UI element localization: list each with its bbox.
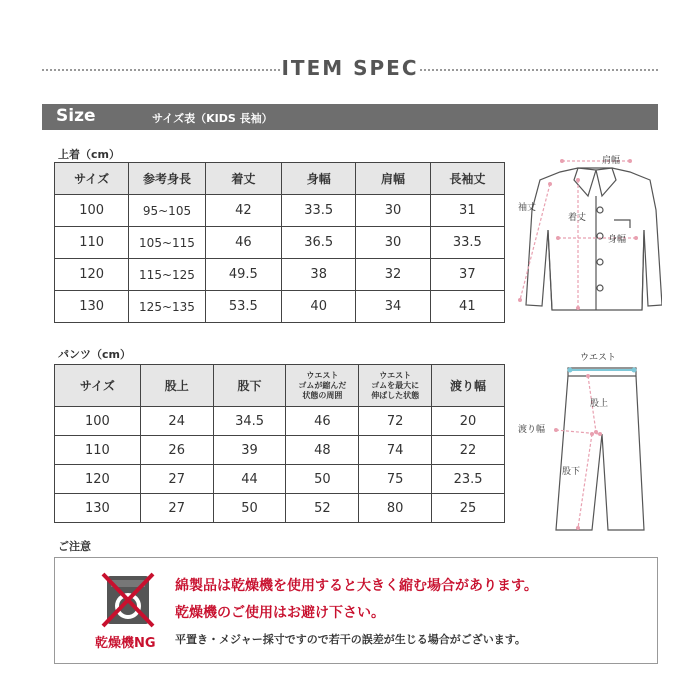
table-cell: 30 (356, 227, 430, 259)
table-cell: 80 (359, 494, 432, 523)
shoulder-label: 肩幅 (602, 155, 621, 165)
table-cell: 40 (282, 291, 356, 323)
pants-outline-icon (556, 368, 644, 530)
column-header: サイズ (55, 163, 129, 195)
column-header: 股下 (213, 365, 286, 407)
table-cell: 49.5 (205, 259, 281, 291)
table-row (55, 465, 505, 494)
table-cell: 46 (286, 407, 359, 436)
table-row (55, 436, 505, 465)
column-header: 股上 (140, 365, 213, 407)
top-size-table (54, 162, 505, 323)
table-cell: 74 (359, 436, 432, 465)
header-divider-right (420, 69, 658, 71)
size-bar-label: Size (56, 106, 96, 126)
table-cell: 130 (55, 494, 141, 523)
column-header: 長袖丈 (430, 163, 504, 195)
table-cell: 95~105 (129, 195, 205, 227)
table-row (55, 494, 505, 523)
no-dryer-icon (101, 572, 155, 628)
table-cell: 20 (432, 407, 505, 436)
table-cell: 36.5 (282, 227, 356, 259)
waist-label: ウエスト (580, 352, 617, 362)
table-cell: 33.5 (282, 195, 356, 227)
notice-line-3: 平置き・メジャー採寸ですので若干の誤差が生じる場合がございます。 (175, 633, 526, 646)
page-title: ITEM SPEC (281, 56, 419, 80)
table-cell: 34.5 (213, 407, 286, 436)
table-cell: 48 (286, 436, 359, 465)
pants-size-table (54, 364, 505, 523)
table-cell: 33.5 (430, 227, 504, 259)
sleeve-label: 袖丈 (518, 202, 537, 212)
length-label: 着丈 (568, 212, 587, 222)
table-cell: 42 (205, 195, 281, 227)
table-cell: 44 (213, 465, 286, 494)
table-cell: 75 (359, 465, 432, 494)
table-cell: 100 (55, 195, 129, 227)
column-header: 渡り幅 (432, 365, 505, 407)
table-row (55, 195, 505, 227)
table-cell: 32 (356, 259, 430, 291)
table-cell: 125~135 (129, 291, 205, 323)
table-cell: 50 (213, 494, 286, 523)
table-cell: 27 (140, 494, 213, 523)
column-header: 参考身長 (129, 163, 205, 195)
notice-box (54, 557, 658, 664)
shirt-outline-icon (526, 168, 662, 310)
dryer-ng-label: 乾燥機NG (95, 636, 156, 651)
table-cell: 24 (140, 407, 213, 436)
table-cell: 50 (286, 465, 359, 494)
table-cell: 100 (55, 407, 141, 436)
inseam-label: 股下 (562, 466, 581, 476)
table-cell: 30 (356, 195, 430, 227)
section-header (42, 52, 658, 86)
table-cell: 72 (359, 407, 432, 436)
size-bar-subtitle: サイズ表（KIDS 長袖） (152, 112, 273, 125)
table-row (55, 227, 505, 259)
shirt-diagram (512, 150, 662, 312)
column-header: サイズ (55, 365, 141, 407)
table-cell: 110 (55, 227, 129, 259)
column-header: 肩幅 (356, 163, 430, 195)
column-header: ウエスト ゴムが縮んだ 状態の周囲 (286, 365, 359, 407)
top-table-caption: 上着（cm） (58, 148, 120, 161)
table-cell: 41 (430, 291, 504, 323)
table-header-row (55, 365, 505, 407)
table-cell: 38 (282, 259, 356, 291)
table-cell: 39 (213, 436, 286, 465)
table-header-row (55, 163, 505, 195)
table-cell: 46 (205, 227, 281, 259)
rise-label: 股上 (590, 398, 609, 408)
notice-caption: ご注意 (58, 540, 91, 553)
table-cell: 37 (430, 259, 504, 291)
table-cell: 27 (140, 465, 213, 494)
pants-diagram (516, 346, 660, 532)
table-cell: 23.5 (432, 465, 505, 494)
table-row (55, 407, 505, 436)
pants-table-caption: パンツ（cm） (58, 348, 131, 361)
chest-label: 身幅 (608, 234, 627, 244)
thigh-label: 渡り幅 (518, 424, 546, 434)
table-cell: 115~125 (129, 259, 205, 291)
table-cell: 120 (55, 259, 129, 291)
table-cell: 25 (432, 494, 505, 523)
table-cell: 52 (286, 494, 359, 523)
table-cell: 105~115 (129, 227, 205, 259)
size-section-bar (42, 104, 658, 130)
notice-line-2: 乾燥機のご使用はお避け下さい。 (175, 605, 385, 621)
table-cell: 120 (55, 465, 141, 494)
column-header: ウエスト ゴムを最大に 伸ばした状態 (359, 365, 432, 407)
table-row (55, 291, 505, 323)
table-cell: 34 (356, 291, 430, 323)
table-cell: 31 (430, 195, 504, 227)
table-cell: 110 (55, 436, 141, 465)
table-cell: 53.5 (205, 291, 281, 323)
table-cell: 22 (432, 436, 505, 465)
column-header: 身幅 (282, 163, 356, 195)
notice-line-1: 綿製品は乾燥機を使用すると大きく縮む場合があります。 (175, 578, 538, 594)
table-cell: 26 (140, 436, 213, 465)
table-row (55, 259, 505, 291)
table-cell: 130 (55, 291, 129, 323)
column-header: 着丈 (205, 163, 281, 195)
